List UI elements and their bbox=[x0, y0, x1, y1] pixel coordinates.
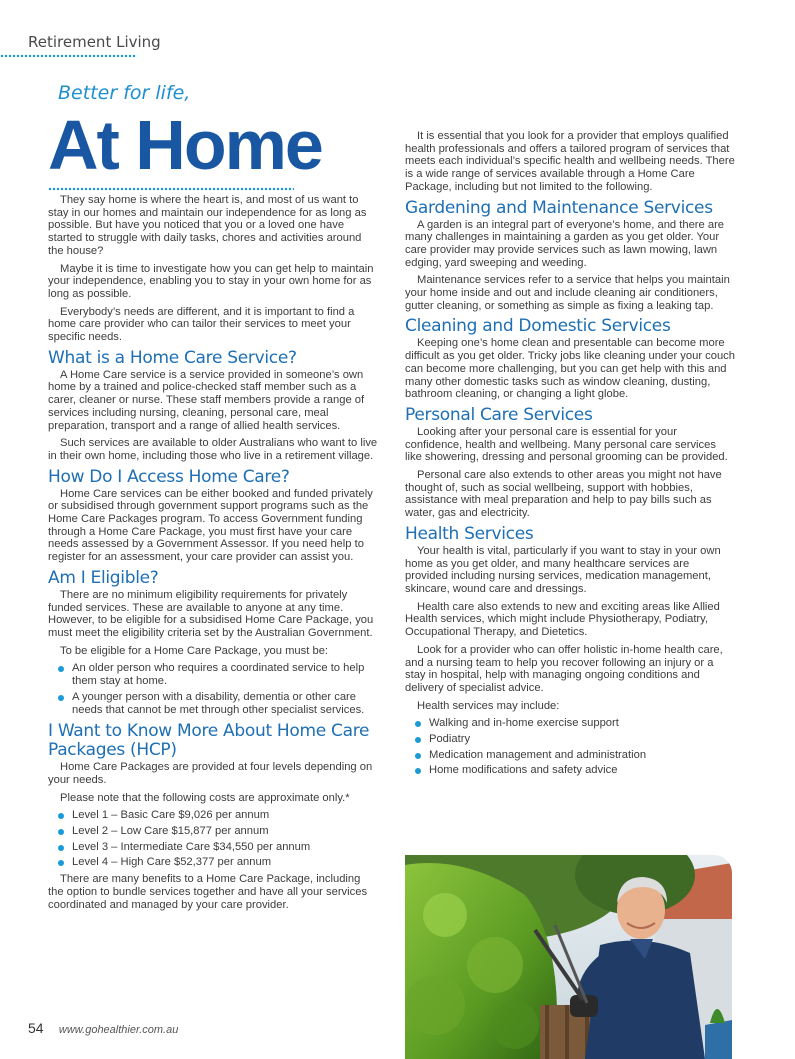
list-item: Home modifications and safety advice bbox=[405, 764, 735, 777]
paragraph: It is essential that you look for a provider that employs qualified health professionals and offers a tailored program of services that meets each individual’s specific health and wellbeing needs. There is a wide range of services available through a Home Care Package, including but not limited to the following. bbox=[405, 130, 735, 193]
list-item: An older person who requires a coordinated service to help them stay at home. bbox=[48, 662, 378, 687]
health-lead: Health services may include: bbox=[417, 699, 560, 712]
list-item: Level 4 – High Care $52,377 per annum bbox=[48, 856, 378, 869]
paragraph: Maintenance services refer to a service that helps you maintain your home inside and out and include cleaning air conditioners, gutter cleaning, or something as simple as fixing a leaking tap. bbox=[405, 274, 730, 312]
heading-cleaning: Cleaning and Domestic Services bbox=[405, 316, 671, 337]
intro-paragraph: They say home is where the heart is, and most of us want to stay in our homes and maintain our independence for as long as possible. But have you noticed that you or a loved one have started to struggle with daily tasks, chores and activities around the house? bbox=[48, 194, 367, 257]
health-services-list bbox=[405, 717, 735, 777]
header-divider bbox=[0, 54, 137, 58]
paragraph: Looking after your personal care is essential for your confidence, health and wellbeing. Many personal care services like showering, dressing and personal grooming can be provided. bbox=[405, 425, 728, 464]
right-column bbox=[405, 130, 735, 781]
heading-hcp: I Want to Know More About Home Care Packages (HCP) bbox=[48, 721, 370, 761]
paragraph: Home Care services can be either booked and funded privately or subsidised through government support programs such as the Home Care Packages program. To access Government funding through a Home Care Package, you must first have your care needs assessed by a Government Assessor. If you need help to register for an assessment, your care provider can assist you. bbox=[48, 487, 373, 564]
paragraph: A Home Care service is a service provided in someone’s own home by a trained and police-checked staff member such as a carer, cleaner or nurse. These staff members provide a range of services including nursing, cleaning, personal care, meal preparation, transport and a range of allied health services. bbox=[48, 368, 365, 432]
intro-paragraph: Everybody’s needs are different, and it is important to find a home care provider who can tailor their services to meet your specific needs. bbox=[48, 305, 355, 344]
heading-gardening: Gardening and Maintenance Services bbox=[405, 197, 713, 218]
list-item: Walking and in-home exercise support bbox=[405, 717, 735, 730]
paragraph: Personal care also extends to other areas you might not have thought of, such as social wellbeing, support with hobbies, assistance with meal preparation and help to pay bills such as water, gas and electricity. bbox=[405, 469, 722, 520]
list-item: Level 3 – Intermediate Care $34,550 per annum bbox=[48, 841, 378, 854]
eligibility-list bbox=[48, 662, 378, 716]
gardener-photo bbox=[405, 855, 732, 1059]
paragraph: A garden is an integral part of everyone’s home, and there are many challenges in maintaining a garden as you get older. Your care provider may provide services such as lawn mowing, lawn edging, yard sweeping and weeding. bbox=[405, 218, 725, 269]
package-levels-list bbox=[48, 809, 378, 869]
list-item: Podiatry bbox=[405, 733, 735, 746]
heading-what-is-home-care: What is a Home Care Service? bbox=[48, 347, 297, 368]
list-item: Medication management and administration bbox=[405, 749, 735, 762]
title-divider bbox=[48, 187, 294, 191]
heading-how-access: How Do I Access Home Care? bbox=[48, 466, 290, 487]
eligibility-lead: To be eligible for a Home Care Package, you must be: bbox=[60, 644, 329, 657]
paragraph: Your health is vital, particularly if you want to stay in your own home as you get older, and many healthcare services are provided including nursing services, medication management, skincare, wound care and dressings. bbox=[405, 544, 721, 595]
section-tag: Retirement Living bbox=[28, 33, 161, 51]
footer-url: www.gohealthier.com.au bbox=[58, 1024, 179, 1036]
heading-health-services: Health Services bbox=[405, 523, 534, 544]
page-footer bbox=[28, 1020, 178, 1036]
heading-personal-care: Personal Care Services bbox=[405, 404, 593, 425]
paragraph: Look for a provider who can offer holistic in-home health care, and a nursing team to help you recover following an injury or a stay in hospital, help with managing ongoing conditions and delivery of specialist advice. bbox=[405, 643, 723, 694]
cost-note: Please note that the following costs are approximate only.* bbox=[60, 791, 350, 804]
list-item: Level 2 – Low Care $15,877 per annum bbox=[48, 825, 378, 838]
paragraph: Keeping one’s home clean and presentable can become more difficult as you get older. Tricky jobs like cleaning under your couch can become more challenging, but you can get help with this and many other domestic tasks such as window cleaning, dusting, bathroom cleaning, or changing a light globe. bbox=[405, 337, 736, 401]
page-title: At Home bbox=[48, 106, 322, 184]
title-tagline: Better for life, bbox=[58, 82, 191, 104]
heading-eligible: Am I Eligible? bbox=[48, 567, 159, 588]
paragraph: There are many benefits to a Home Care Package, including the option to bundle services together and have all your services coordinated and managed by your care provider. bbox=[48, 873, 368, 911]
paragraph: There are no minimum eligibility requirements for privately funded services. These are available to anyone at any time. However, to be eligible for a subsidised Home Care Package, you must meet the eligibility criteria set by the Australian Government. bbox=[48, 588, 374, 639]
paragraph: Such services are available to older Australians who want to live in their own home, including those who live in a retirement village. bbox=[48, 437, 378, 462]
left-column bbox=[48, 194, 378, 916]
page-number: 54 bbox=[28, 1020, 44, 1036]
paragraph: Home Care Packages are provided at four levels depending on your needs. bbox=[48, 761, 373, 786]
paragraph: Health care also extends to new and exciting areas like Allied Health services, which might include Physiotherapy, Podiatry, Occupational Therapy, and Dietetics. bbox=[405, 600, 720, 639]
intro-paragraph: Maybe it is time to investigate how you can get help to maintain your independence, enabling you to stay in your own home for as long as possible. bbox=[48, 262, 374, 300]
list-item: Level 1 – Basic Care $9,026 per annum bbox=[48, 809, 378, 822]
list-item: A younger person with a disability, dementia or other care needs that cannot be met through other specialist services. bbox=[48, 691, 378, 716]
